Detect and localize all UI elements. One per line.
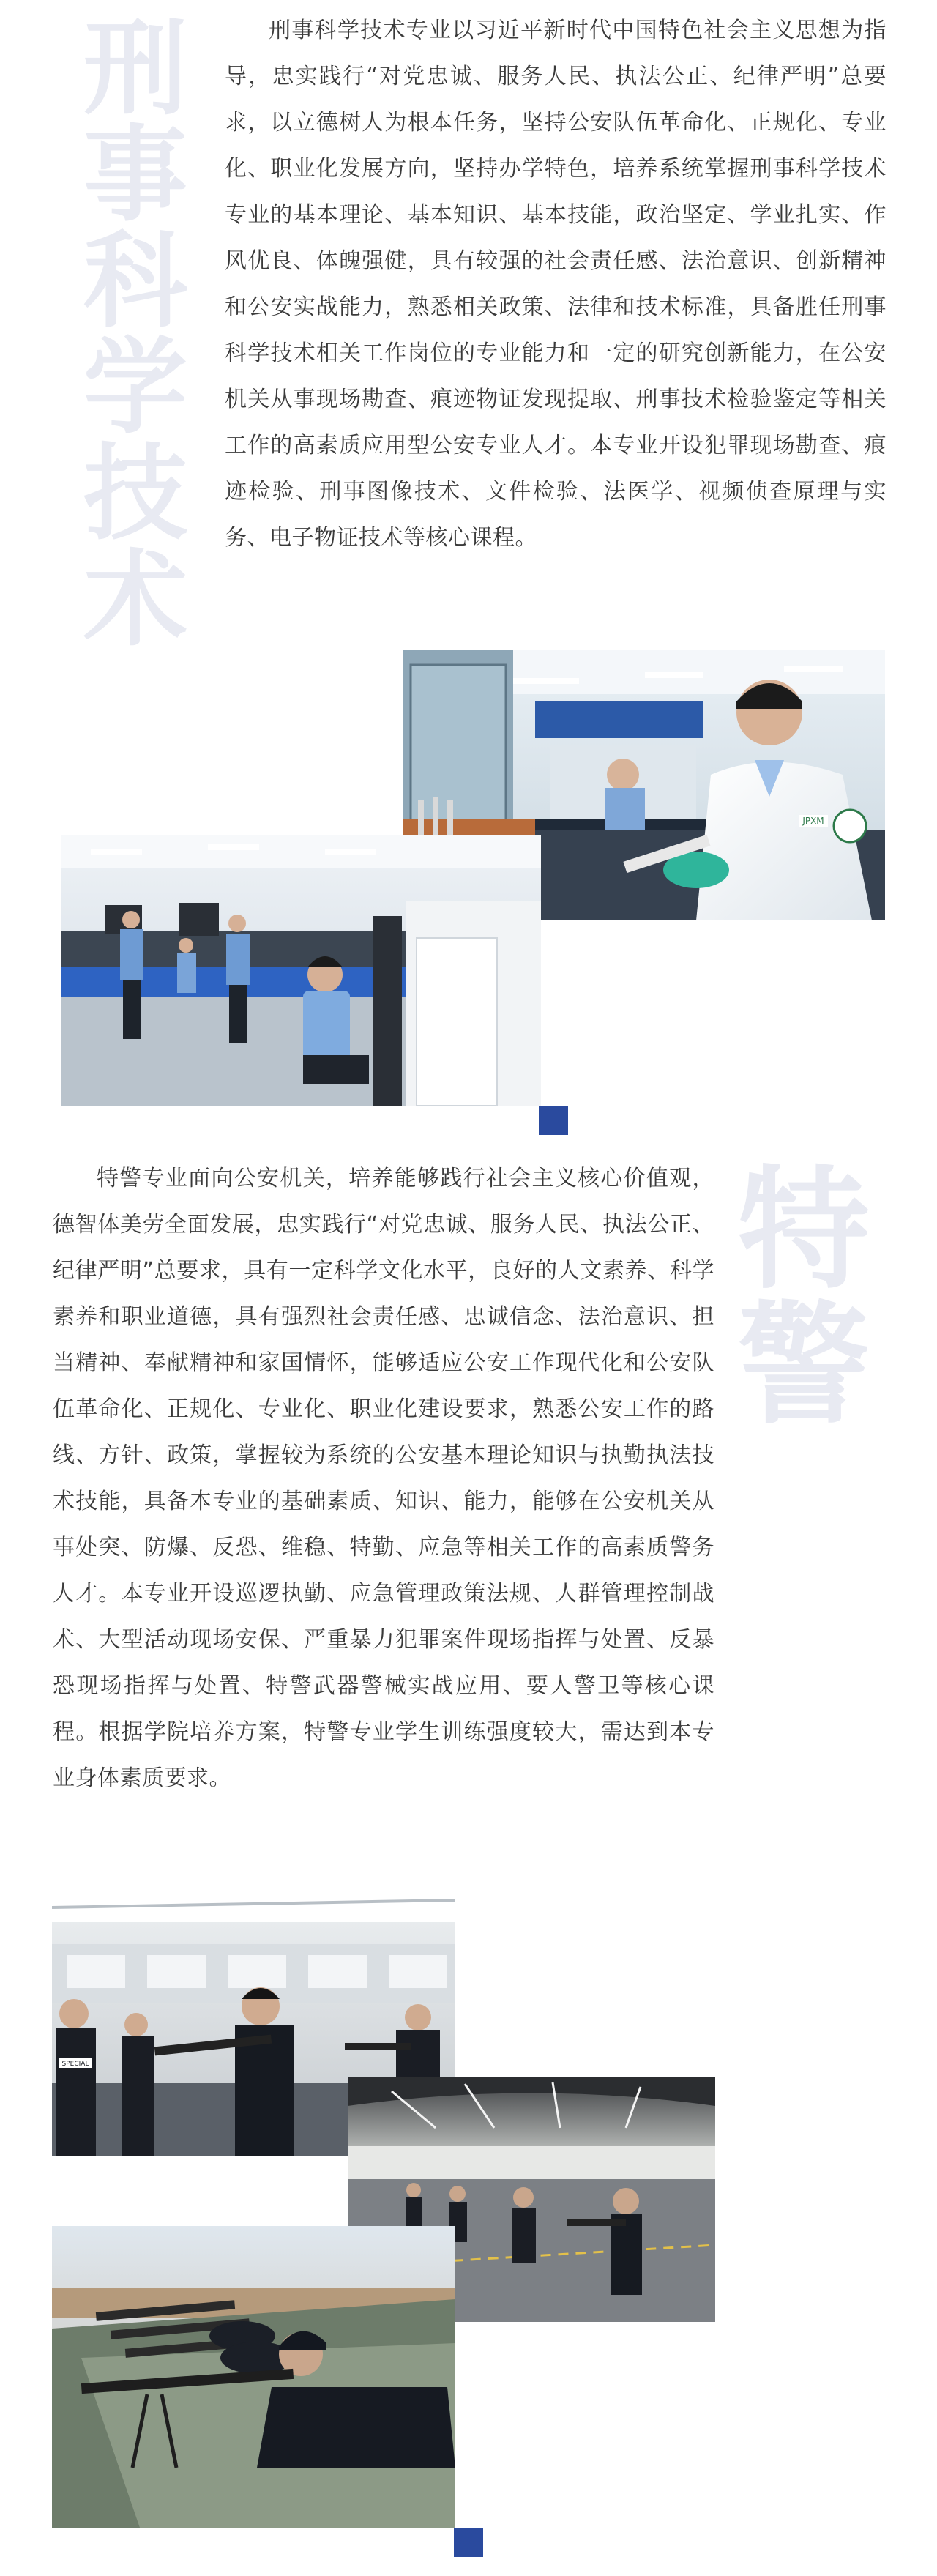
watermark-char: 事 (83, 115, 187, 236)
lab-coat-logo: JPXM (802, 816, 824, 826)
accent-square (454, 2528, 483, 2557)
special-police-watermark (716, 1154, 892, 1443)
watermark-char: 特 (737, 1154, 870, 1307)
special-police-training-photo-3 (52, 2226, 455, 2528)
forensic-watermark (70, 9, 201, 660)
watermark-char: 学 (83, 327, 187, 448)
watermark-char: 科 (83, 221, 187, 342)
forensic-lab-photo-2 (61, 835, 541, 1106)
uniform-patch: SPECIAL (61, 2061, 89, 2068)
forensic-description: 刑事科学技术专业以习近平新时代中国特色社会主义思想为指导，忠实践行“对党忠诚、服务人民、执法公正、纪律严明”总要求，以立德树人为根本任务，坚持公安队伍革命化、正规化、专业化、职业化发展方向，坚持办学特色，培养系统掌握刑事科学技术专业的基本理论、基本知识、基本技能，政治坚定、学业扎实、作风优良、体魄强健，具有较强的社会责任感、法治意识、创新精神和公安实战能力，熟悉相关政策、法律和技术标准，具备胜任刑事科学技术相关工作岗位的专业能力和一定的研究创新能力，在公安机关从事现场勘查、痕迹物证发现提取、刑事技术检验鉴定等相关工作的高素质应用型公安专业人才。本专业开设犯罪现场勘查、痕迹检验、刑事图像技术、文件检验、法医学、视频侦查原理与实务、电子物证技术等核心课程。 (225, 18, 886, 551)
watermark-char: 警 (737, 1289, 870, 1443)
special-police-description: 特警专业面向公安机关，培养能够践行社会主义核心价值观，德智体美劳全面发展，忠实践行“对党忠诚、服务人民、执法公正、纪律严明”总要求，具有一定科学文化水平，良好的人文素养、科学素养和职业道德，具有强烈社会责任感、忠诚信念、法治意识、担当精神、奉献精神和家国情怀，能够适应公安工作现代化和公安队伍革命化、正规化、专业化、职业化建设要求，熟悉公安工作的路线、方针、政策，掌握较为系统的公安基本理论知识与执勤执法技术技能，具备本专业的基础素质、知识、能力，能够在公安机关从事处突、防爆、反恐、维稳、特勤、应急等相关工作的高素质警务人才。本专业开设巡逻执勤、应急管理政策法规、人群管理控制战术、大型活动现场安保、严重暴力犯罪案件现场指挥与处置、反暴恐现场指挥与处置、特警武器警械实战应用、要人警卫等核心课程。根据学院培养方案，特警专业学生训练强度较大，需达到本专业身体素质要求。 (53, 1166, 714, 1791)
watermark-char: 技 (83, 433, 187, 554)
watermark-char: 术 (83, 540, 187, 660)
accent-square (539, 1106, 568, 1135)
watermark-char: 刑 (83, 9, 187, 130)
